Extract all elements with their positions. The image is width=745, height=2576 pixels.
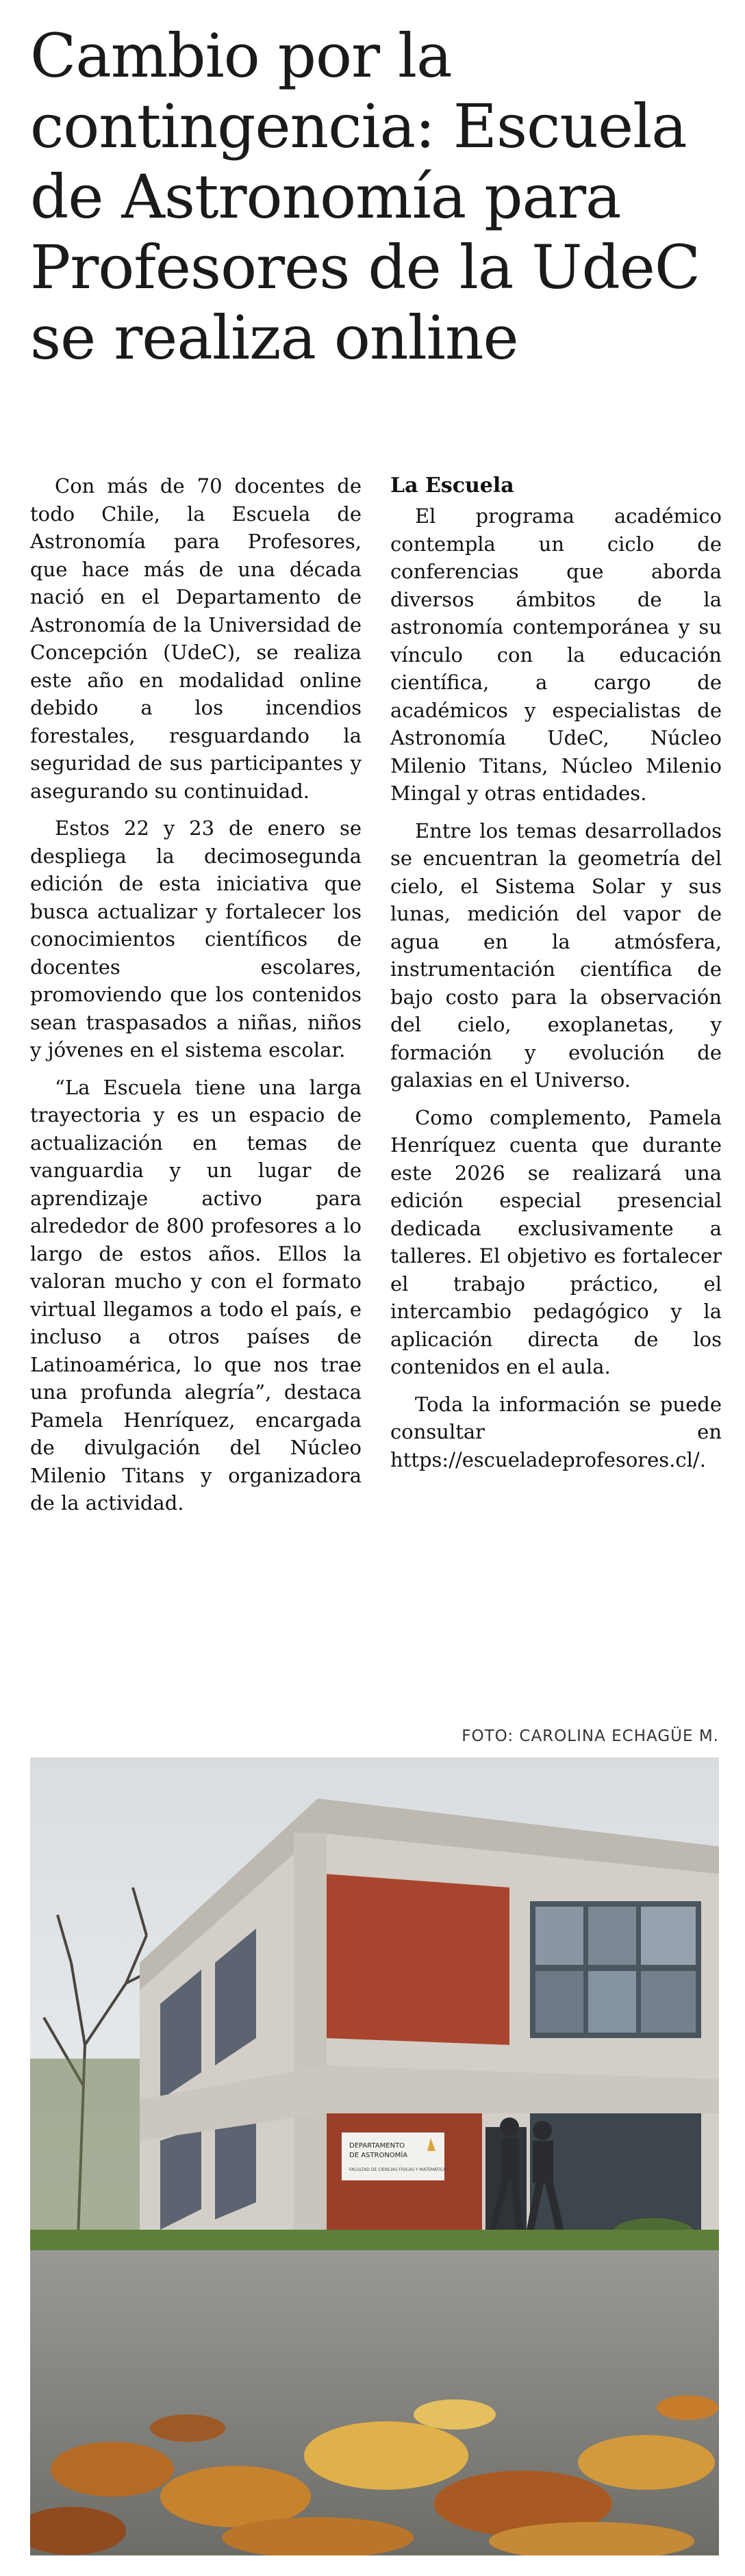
building-photo-illustration bbox=[30, 1757, 719, 2555]
building-photo bbox=[30, 1757, 719, 2555]
grass bbox=[30, 2230, 719, 2250]
paragraph: Entre los temas desarrollados se encuentran la geometría del cielo, el Sistema Solar y sus lunas, medición del vapor de agua en la atmósfera, instrumentación científica de bajo costo para la observación del cielo, exoplanetas, y formación y evolución de galaxias en el Universo. bbox=[390, 819, 722, 1092]
brick-wall bbox=[325, 1874, 509, 2045]
ground bbox=[30, 2250, 719, 2555]
sign-text: DE ASTRONOMÍA bbox=[349, 2152, 408, 2159]
paragraph: Toda la información se puede consultar en https://escueladeprofesores.cl/. bbox=[390, 1392, 722, 1471]
paragraph: “La Escuela tiene una larga trayectoria y es un espacio de actualización en temas de vanguardia y un lugar de aprendizaje activo para alrededor de 800 profesores a lo largo de estos años. Ellos la valoran mucho y con el formato virtual llegamos a todo el país, e incluso a otros países de Latinoamérica, lo que nos trae una profunda alegría”, destaca Pamela Henríquez, encargada de divulgación del Núcleo Milenio Titans y organizadora de la actividad. bbox=[30, 1075, 362, 1515]
article-column-left bbox=[30, 472, 362, 1527]
paragraph: Con más de 70 docentes de todo Chile, la Escuela de Astronomía para Profesores, que hace más de una década nació en el Departamento de Astronomía de la Universidad de Concepción (UdeC), se realiza este año en modalidad online debido a los incendios forestales, resguardando la seguridad de sus participantes y asegurando su continuidad. bbox=[30, 474, 362, 803]
tree-foliage bbox=[30, 2059, 147, 2237]
paragraph: Estos 22 y 23 de enero se despliega la decimosegunda edición de esta iniciativa que busca actualizar y fortalecer los conocimientos científicos de docentes escolares, promoviendo que los contenidos sean traspasados a niñas, niños y jóvenes en el sistema escolar. bbox=[30, 816, 362, 1061]
sign-text: DEPARTAMENTO bbox=[349, 2142, 405, 2150]
paragraph: El programa académico contempla un ciclo de conferencias que aborda diversos ámbitos de la astronomía contemporánea y su vínculo con la educación científica, a cargo de académicos y especialistas de Astronomía UdeC, Núcleo Milenio Titans, Núcleo Milenio Mingal y otras entidades. bbox=[390, 504, 722, 805]
headline: Cambio por la contingencia: Escuela de Astronomía para Profesores de la UdeC se realiza online bbox=[30, 21, 700, 373]
paragraph: Como complemento, Pamela Henríquez cuenta que durante este 2026 se realizará una edición especial presencial dedicada exclusivamente a talleres. El objetivo es fortalecer el trabajo práctico, el intercambio pedagógico y la aplicación directa de los contenidos en el aula. bbox=[390, 1105, 722, 1378]
article-column-right bbox=[390, 472, 722, 1483]
section-subhead: La Escuela bbox=[390, 474, 514, 498]
photo-credit: FOTO: CAROLINA ECHAGÜE M. bbox=[462, 1727, 719, 1745]
sign-text: FACULTAD DE CIENCIAS FÍSICAS Y MATEMÁTICAS bbox=[349, 2167, 449, 2172]
